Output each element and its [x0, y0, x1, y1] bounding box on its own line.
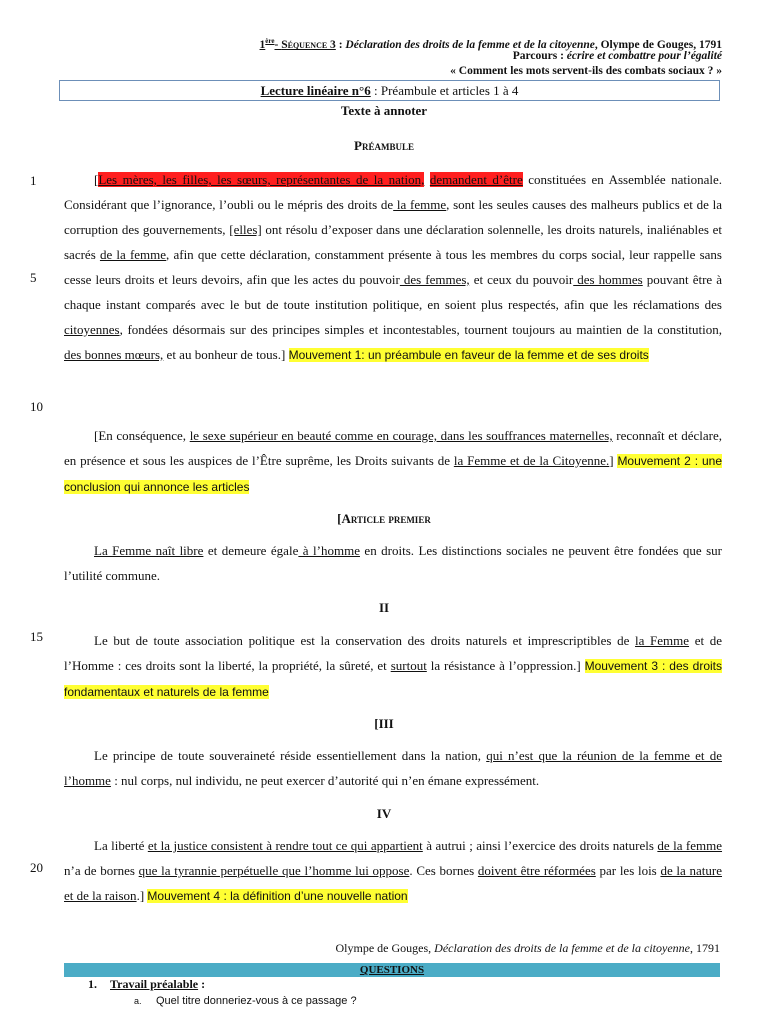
underlined-segment: la femme: [393, 197, 447, 212]
problematique-line: [450, 64, 722, 79]
line-number-20: 20: [30, 860, 43, 875]
mouvement-4-highlight: Mouvement 4 : la définition d’une nouvelle nation: [147, 889, 408, 903]
underlined-segment: La Femme naît libre: [94, 543, 204, 558]
underlined-segment: de la femme: [657, 838, 723, 853]
underlined-segment: la Femme et de la Citoyenne.: [453, 453, 610, 468]
article-2-title: II: [378, 600, 390, 615]
source-author: Olympe de Gouges,: [335, 941, 435, 955]
mouvement-2-highlight: Mouvement 2 : une conclusion qui annonce les articles: [64, 454, 722, 494]
highlight-red-1: Les mères, les filles, les sœurs, représentantes de la nation,: [98, 172, 425, 187]
text-segment: [En conséquence,: [94, 428, 190, 443]
article-4-title: IV: [376, 806, 392, 821]
text-segment: par les lois: [595, 863, 661, 878]
text-segment: .]: [136, 888, 148, 903]
text-segment: la résistance à l’oppression.]: [426, 658, 585, 673]
questions-header-bar: [64, 963, 720, 977]
bracket-open: [: [94, 172, 99, 187]
text-segment: , sont les seules causes des malheurs publics et de la corruption des gouvernements,: [64, 197, 722, 237]
text-segment: . Ces bornes: [409, 863, 478, 878]
text-segment: : nul corps, nul individu, ne peut exercer d’autorité qui n’en émane expressément.: [110, 773, 540, 788]
work-title: Déclaration des droits de la femme et de la citoyenne: [345, 38, 595, 51]
underlined-segment: des bonnes mœurs,: [64, 347, 164, 362]
lecture-box: [59, 80, 720, 101]
underlined-segment: [elles]: [229, 222, 262, 237]
underlined-segment: de la femme: [99, 247, 167, 262]
text-segment: à autrui ; ainsi l’exercice des droits naturels: [422, 838, 658, 853]
sequence-level-sup: ère: [265, 37, 275, 45]
text-segment: et ceux du pouvoir: [469, 272, 574, 287]
underlined-segment: de la nature et de la raison: [64, 863, 723, 903]
text-segment: et au bonheur de tous.]: [163, 347, 289, 362]
subtask-a: [134, 995, 357, 1007]
subtask-a-number: a.: [134, 996, 142, 1006]
underlined-segment: que la tyrannie perpétuelle que l’homme lui oppose: [138, 863, 410, 878]
lecture-sep: :: [370, 83, 381, 98]
mouvement-3-highlight: Mouvement 3 : des droits fondamentaux et naturels de la femme: [64, 659, 722, 699]
text-segment: ]: [609, 453, 618, 468]
text-segment: en droits. Les distinctions sociales ne peuvent être fondées que sur l’utilité commune.: [64, 543, 722, 583]
text-segment: constituées en Assemblée nationale. Considérant que l’ignorance, l’oubli ou le mépris des droits de: [64, 172, 723, 212]
line-number-5: 5: [30, 270, 37, 285]
task-1: [88, 977, 205, 992]
underlined-segment: à l’homme: [298, 543, 360, 558]
mouvement-1-highlight: Mouvement 1: un préambule en faveur de la femme et de ses droits: [288, 348, 649, 362]
preambule-title: Préambule: [354, 138, 414, 153]
underlined-segment: qui n’est que la réunion de la femme et de l’homme: [64, 748, 722, 788]
preambule-paragraph-1: [64, 167, 722, 368]
preambule-paragraph-2: [64, 423, 722, 500]
text-segment: Le principe de toute souveraineté réside essentiellement dans la nation,: [94, 748, 487, 763]
line-number-10: 10: [30, 399, 43, 414]
underlined-segment: la Femme: [635, 633, 690, 648]
parcours-value: écrire et combattre pour l’égalité: [566, 50, 722, 62]
underlined-segment: surtout: [390, 658, 427, 673]
highlight-red-2: demandent d’être: [429, 172, 523, 187]
text-segment: et demeure égale: [203, 543, 299, 558]
problematique-text: « Comment les mots servent-ils des combats sociaux ? »: [450, 65, 722, 77]
article-3-paragraph: [64, 743, 722, 793]
underlined-segment: des femmes,: [399, 272, 470, 287]
parcours-label: Parcours :: [512, 50, 567, 62]
work-author-year: , Olympe de Gouges, 1791: [594, 38, 722, 51]
text-segment: pouvant être à chaque instant comparés avec le but de toute institution politique, en soient plus respectés, afin que les réclamations des: [64, 272, 722, 312]
article-4-paragraph: [64, 833, 722, 909]
text-segment: n’a de bornes: [64, 863, 139, 878]
sequence-sep: -: [274, 38, 282, 51]
task-1-number: 1.: [88, 977, 97, 991]
article-1-title: [Article premier: [337, 511, 431, 526]
underlined-segment: et la justice consistent à rendre tout ce qui appartient: [147, 838, 423, 853]
underlined-segment: des hommes: [573, 272, 643, 287]
underlined-segment: doivent être réformées: [477, 863, 596, 878]
sequence-colon: :: [335, 38, 346, 51]
text-segment: Le but de toute association politique est la conservation des droits naturels et imprescriptibles de: [94, 633, 636, 648]
sequence-level: 1: [259, 38, 266, 51]
questions-header: QUESTIONS: [359, 964, 425, 976]
source-citation: [336, 941, 720, 956]
source-year: , 1791: [690, 941, 720, 955]
underlined-segment: citoyennes: [64, 322, 120, 337]
task-1-colon: :: [198, 977, 206, 991]
line-number-1: 1: [30, 173, 37, 188]
text-segment: ont résolu d’exposer dans une déclaration solennelle, les droits naturels, inaliénables et sacrés: [64, 222, 722, 262]
article-2-paragraph: [64, 628, 722, 705]
article-3-title: [III: [374, 716, 394, 731]
task-1-label: Travail préalable: [110, 977, 199, 991]
text-segment: La liberté: [94, 838, 148, 853]
subtask-a-text: Quel titre donneriez-vous à ce passage ?: [156, 995, 357, 1007]
source-title: Déclaration des droits de la femme et de la citoyenne: [434, 941, 690, 955]
line-number-15: 15: [30, 629, 43, 644]
text-segment: , afin que cette déclaration, constamment présente à tous les membres du corps social, leur rappelle sans cesse leurs droits et leurs devoirs, afin que les actes du pouvoir: [64, 247, 722, 287]
underlined-segment: le sexe supérieur en beauté comme en courage, dans les souffrances maternelles,: [189, 428, 613, 443]
parcours-line: [513, 49, 722, 64]
sequence-label: Séquence 3: [281, 38, 336, 51]
lecture-label: Lecture linéaire n°6: [260, 83, 371, 98]
text-segment: et de l’Homme : ces droits sont la liberté, la propriété, la sûreté, et: [64, 633, 722, 673]
text-segment: , fondées désormais sur des principes simples et incontestables, tournent toujours au maintien de la constitution,: [119, 322, 722, 337]
text-segment: reconnaît et déclare, en présence et sous les auspices de l’Être suprême, les Droits suivants de: [64, 428, 723, 468]
lecture-subject: Préambule et articles 1 à 4: [380, 83, 519, 98]
article-1-paragraph: [64, 538, 722, 588]
texte-title: Texte à annoter: [340, 103, 428, 118]
